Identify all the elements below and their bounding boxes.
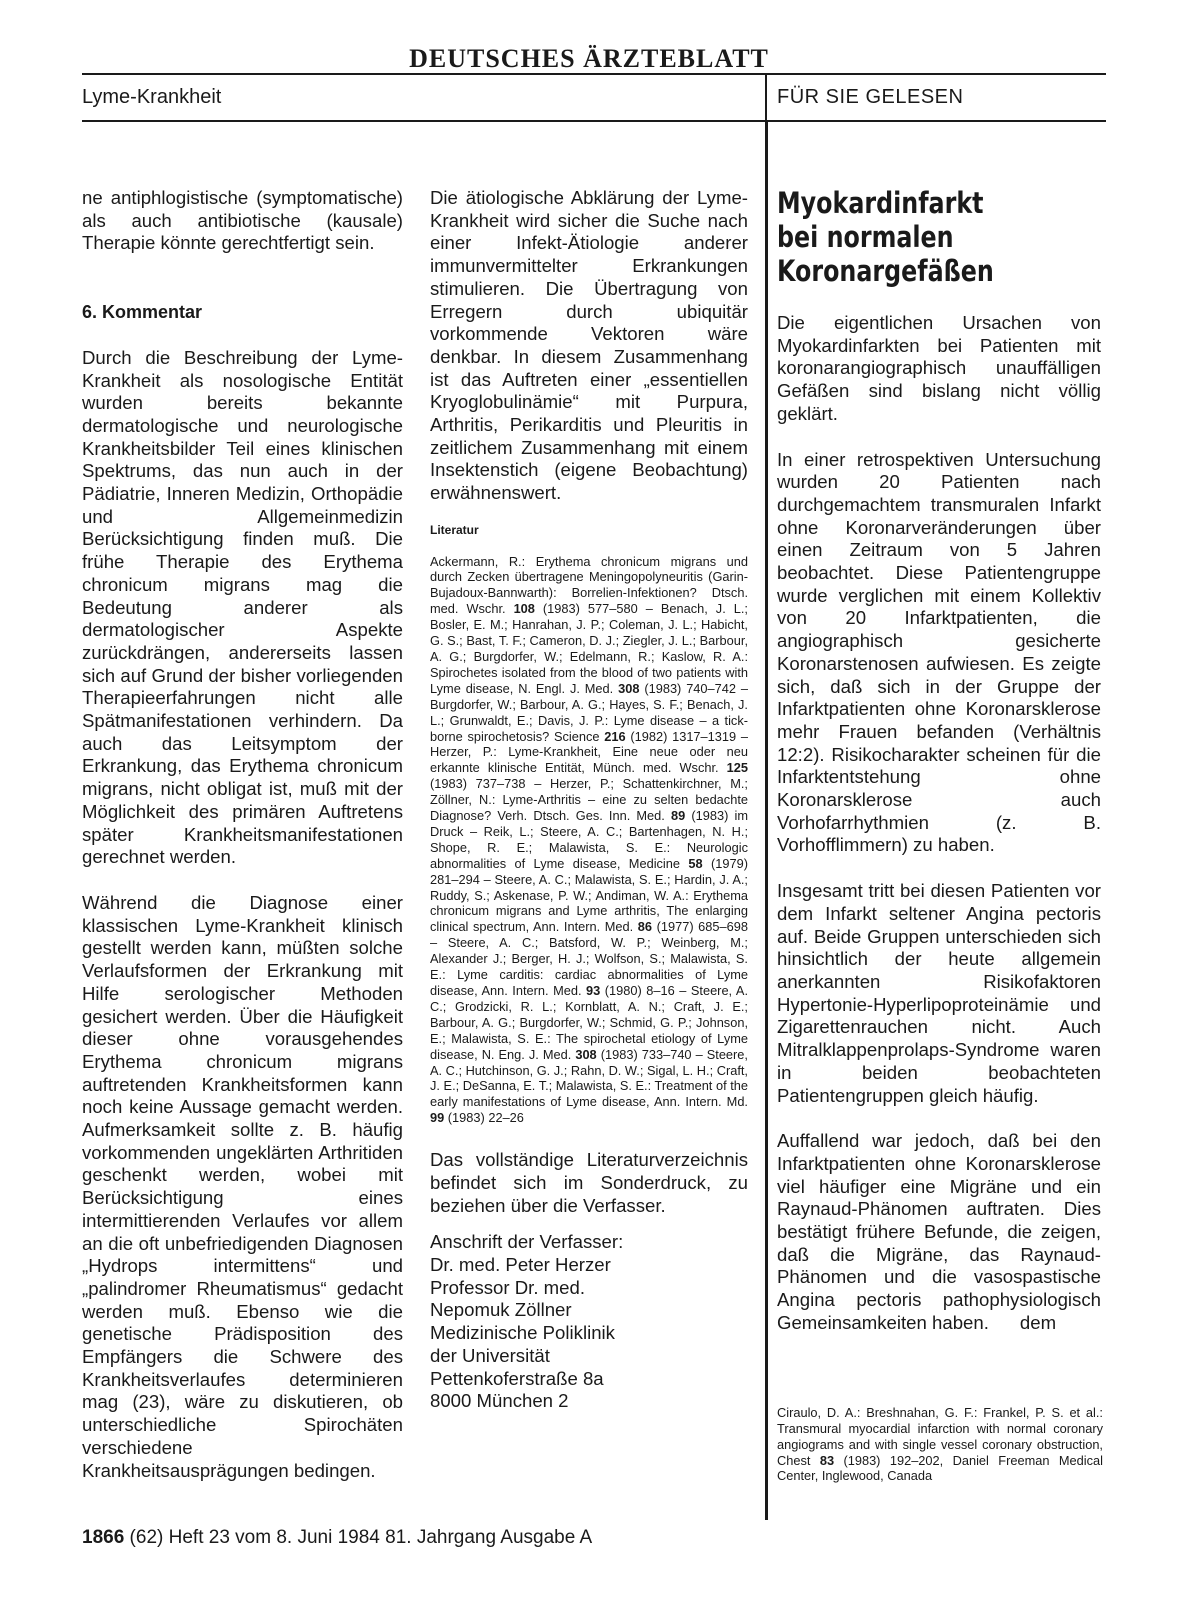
paragraph: ne antiphlogistische (symptomatische) als auch antibiotische (kausale) Therapie könnte gerechtfertigt sein.	[82, 187, 403, 254]
references-list: Ackermann, R.: Erythema chronicum migrans und durch Zecken übertragene Meningopolyneuritis (Garin-Bujadoux-Bannwarth): Borrelien-Infektionen? Dtsch. med. Wschr. 108 (1983) 577–580 – Benach, J. L.; Bosler, E. M.; Hanrahan, J. P.; Coleman, J. L.; Habicht, G. S.; Bast, T. F.; Cameron, D. J.; Ziegler, J. L.; Barbour, A. G.; Burgdorfer, W.; Edelmann, R.; Kaslow, R. A.: Spirochetes isolated from the blood of two patients with Lyme disease, N. Engl. J. Med. 308 (1983) 740–742 – Burgdorfer, W.; Barbour, A. G.; Hayes, S. F.; Benach, J. L.; Grunwaldt, E.; Davis, J. P.: Lyme disease – a tick-borne spirochetosis? Science 216 (1982) 1317–1319 – Herzer, P.: Lyme-Krankheit, Eine neue oder neu erkannte klinische Entität, Münch. med. Wschr. 125 (1983) 737–738 – Herzer, P.; Schattenkirchner, M.; Zöllner, N.: Lyme-Arthritis – eine zu selten bedachte Diagnose? Verh. Dtsch. Ges. Inn. Med. 89 (1983) im Druck – Reik, L.; Steere, A. C.; Bartenhagen, N. H.; Shope, R. E.; Malawista, S. E.: Neurologic abnormalities of Lyme disease, Medicine 58 (1979) 281–294 – Steere, A. C.; Malawista, S. E.; Hardin, J. A.; Ruddy, S.; Askenase, P. W.; Andiman, W. A.: Erythema chronicum migrans and Lyme arthritis, The enlarging clinical spectrum, Ann. Intern. Med. 86 (1977) 685–698 – Steere, A. C.; Batsford, W. P.; Weinberg, M.; Alexander J.; Berger, H. J.; Wolfson, S.; Malawista, S. E.: Lyme carditis: cardiac abnormalities of Lyme disease, Ann. Intern. Med. 93 (1980) 8–16 – Steere, A. C.; Grodzicki, R. L.; Kornblatt, A. N.; Craft, J. E.; Barbour, A. G.; Burgdorfer, W.; Schmid, G. P.; Johnson, E.; Malawista, S. E.: The spirochetal etiology of Lyme disease, N. Eng. J. Med. 308 (1983) 733–740 – Steere, A. C.; Hutchinson, G. J.; Rahn, D. W.; Sigal, L. H.; Craft, J. E.; DeSanna, E. T.; Malawista, S. E.: Treatment of the early manifestations of Lyme disease, Ann. Intern. Md. 99 (1983) 22–26	[430, 553, 749, 1126]
article-reference: Ciraulo, D. A.: Breshnahan, G. F.: Frankel, P. S. et al.: Transmural myocardial infarction with normal coronary angiograms and with single vessel coronary obstruction, Chest 83 (1983) 192–202, Daniel Freeman Medical Center, Inglewood, Canada	[777, 1404, 1103, 1484]
masthead: DEUTSCHES ÄRZTEBLATT	[409, 44, 769, 73]
paragraph: Die ätiologische Abklärung der Lyme-Krankheit wird sicher die Suche nach einer Infekt-Ätiologie anderer immunvermittelter Erkrankungen stimulieren. Die Übertragung von Erregern durch ubiquitär vorkommende Vektoren wäre denkbar. In diesem Zusammenhang ist das Auftreten einer „essentiellen Kryoglobulinämie“ mit Purpura, Arthritis, Perikarditis und Pleuritis in zeitlichem Zusammenhang mit einem Insektenstich (eigene Beobachtung) erwähnenswert.	[430, 187, 748, 504]
section-heading: 6. Kommentar	[82, 302, 203, 323]
paragraph: Durch die Beschreibung der Lyme-Krankheit als nosologische Entität wurden bereits bekannte dermatologische und neurologische Krankheitsbilder Teil eines klinischen Spektrums, das nun auch in der Pädiatrie, Inneren Medizin, Orthopädie und Allgemeinmedizin Berücksichtigung finden muß. Die frühe Therapie des Erythema chronicum migrans mag die Bedeutung anderer als dermatologischer Aspekte zurückdrängen, andererseits lassen sich auf Grund der bisher vorliegenden Therapieerfahrungen nicht alle Spätmanifestationen verhindern. Da auch das Leitsymptom der Erkrankung, das Erythema chronicum migrans, nicht obligat ist, muß mit der Möglichkeit des primären Auftretens später Krankheitsmanifestationen gerechnet werden.	[82, 346, 403, 868]
paragraph: Auffallend war jedoch, daß bei den Infarktpatienten ohne Koronarsklerose viel häufiger eine Migräne und ein Raynaud-Phänomen auftraten. Dies bestätigt frühere Befunde, die zeigen, daß die Migräne, das Raynaud-Phänomen und die vasospastische Angina pectoris pathophysiologisch Gemeinsamkeiten haben. dem	[777, 1130, 1107, 1333]
page-footer	[82, 1527, 592, 1549]
section-rule	[82, 120, 1106, 122]
paragraph: Das vollständige Literaturverzeichnis befindet sich im Sonderdruck, zu beziehen über die Verfasser.	[430, 1149, 748, 1216]
header-divider	[765, 75, 767, 125]
paragraph: Die eigentlichen Ursachen von Myokardinfarkten bei Patienten mit koronarangiographisch unauffälligen Gefäßen sind bislang nicht völlig geklärt.	[777, 312, 1101, 424]
references-heading: Literatur	[430, 522, 479, 537]
article-title: Myokardinfarkt bei normalen Koronargefäßen	[777, 186, 994, 288]
paragraph: Während die Diagnose einer klassischen Lyme-Krankheit klinisch gestellt werden kann, müßten solche Verlaufsformen der Erkrankung mit Hilfe serologischer Methoden gesichert werden. Über die Häufigkeit dieser ohne vorausgehendes Erythema chronicum migrans auftretenden Krankheitsformen kann noch keine Aussage gemacht werden. Aufmerksamkeit sollte z. B. häufig vorkommenden ungeklärten Arthritiden geschenkt werden, wobei mit Berücksichtigung eines intermittierenden Verlaufes vor allem an die oft unbefriedigenden Diagnosen „Hydrops intermittens“ und „palindromer Rheumatismus“ gedacht werden muß. Ebenso wie die genetische Prädisposition des Empfängers die Schwere des Krankheitsverlaufes determinieren mag (23), wäre zu diskutieren, ob unterschiedliche Spirochäten verschiedene Krankheitsausprägungen bedingen.	[82, 891, 403, 1481]
section-label-left: Lyme-Krankheit	[82, 86, 222, 108]
author-address: Anschrift der Verfasser: Dr. med. Peter Herzer Professor Dr. med. Nepomuk Zöllner Medizinische Poliklinik der Universität Pettenkoferstraße 8a 8000 München 2	[430, 1231, 624, 1412]
issue-info: (62) Heft 23 vom 8. Juni 1984 81. Jahrgang Ausgabe A	[124, 1527, 593, 1548]
paragraph: Insgesamt tritt bei diesen Patienten vor dem Infarkt seltener Angina pectoris auf. Beide Gruppen unterschieden sich hinsichtlich der heute allgemein anerkannten Risikofaktoren Hypertonie-Hyperlipoproteinämie und Zigarettenrauchen nicht. Auch Mitralklappenprolaps-Syndrome waren in beiden beobachteten Patientengruppen gleich häufig.	[777, 880, 1101, 1106]
column-1	[82, 187, 403, 1482]
column-3	[777, 186, 1107, 1335]
column-divider	[765, 120, 768, 1520]
section-label-right: FÜR SIE GELESEN	[777, 86, 964, 108]
header-rule	[82, 73, 1106, 75]
column-2	[430, 187, 748, 1413]
paragraph: In einer retrospektiven Untersuchung wurden 20 Patienten nach durchgemachtem transmuralen Infarkt ohne Koronarveränderungen über einen Zeitraum von 5 Jahren beobachtet. Diese Patientengruppe wurde verglichen mit einem Kollektiv von 20 Infarktpatienten, die angiographisch gesicherte Koronarstenosen aufwiesen. Es zeigte sich, daß sich in der Gruppe der Infarktpatienten ohne Koronarsklerose mehr Frauen befanden (Verhältnis 12:2). Risikocharakter scheinen für die Infarktentstehung ohne Koronarsklerose auch Vorhofarrhythmien (z. B. Vorhofflimmern) zu haben.	[777, 448, 1101, 856]
page-number: 1866	[82, 1527, 125, 1548]
